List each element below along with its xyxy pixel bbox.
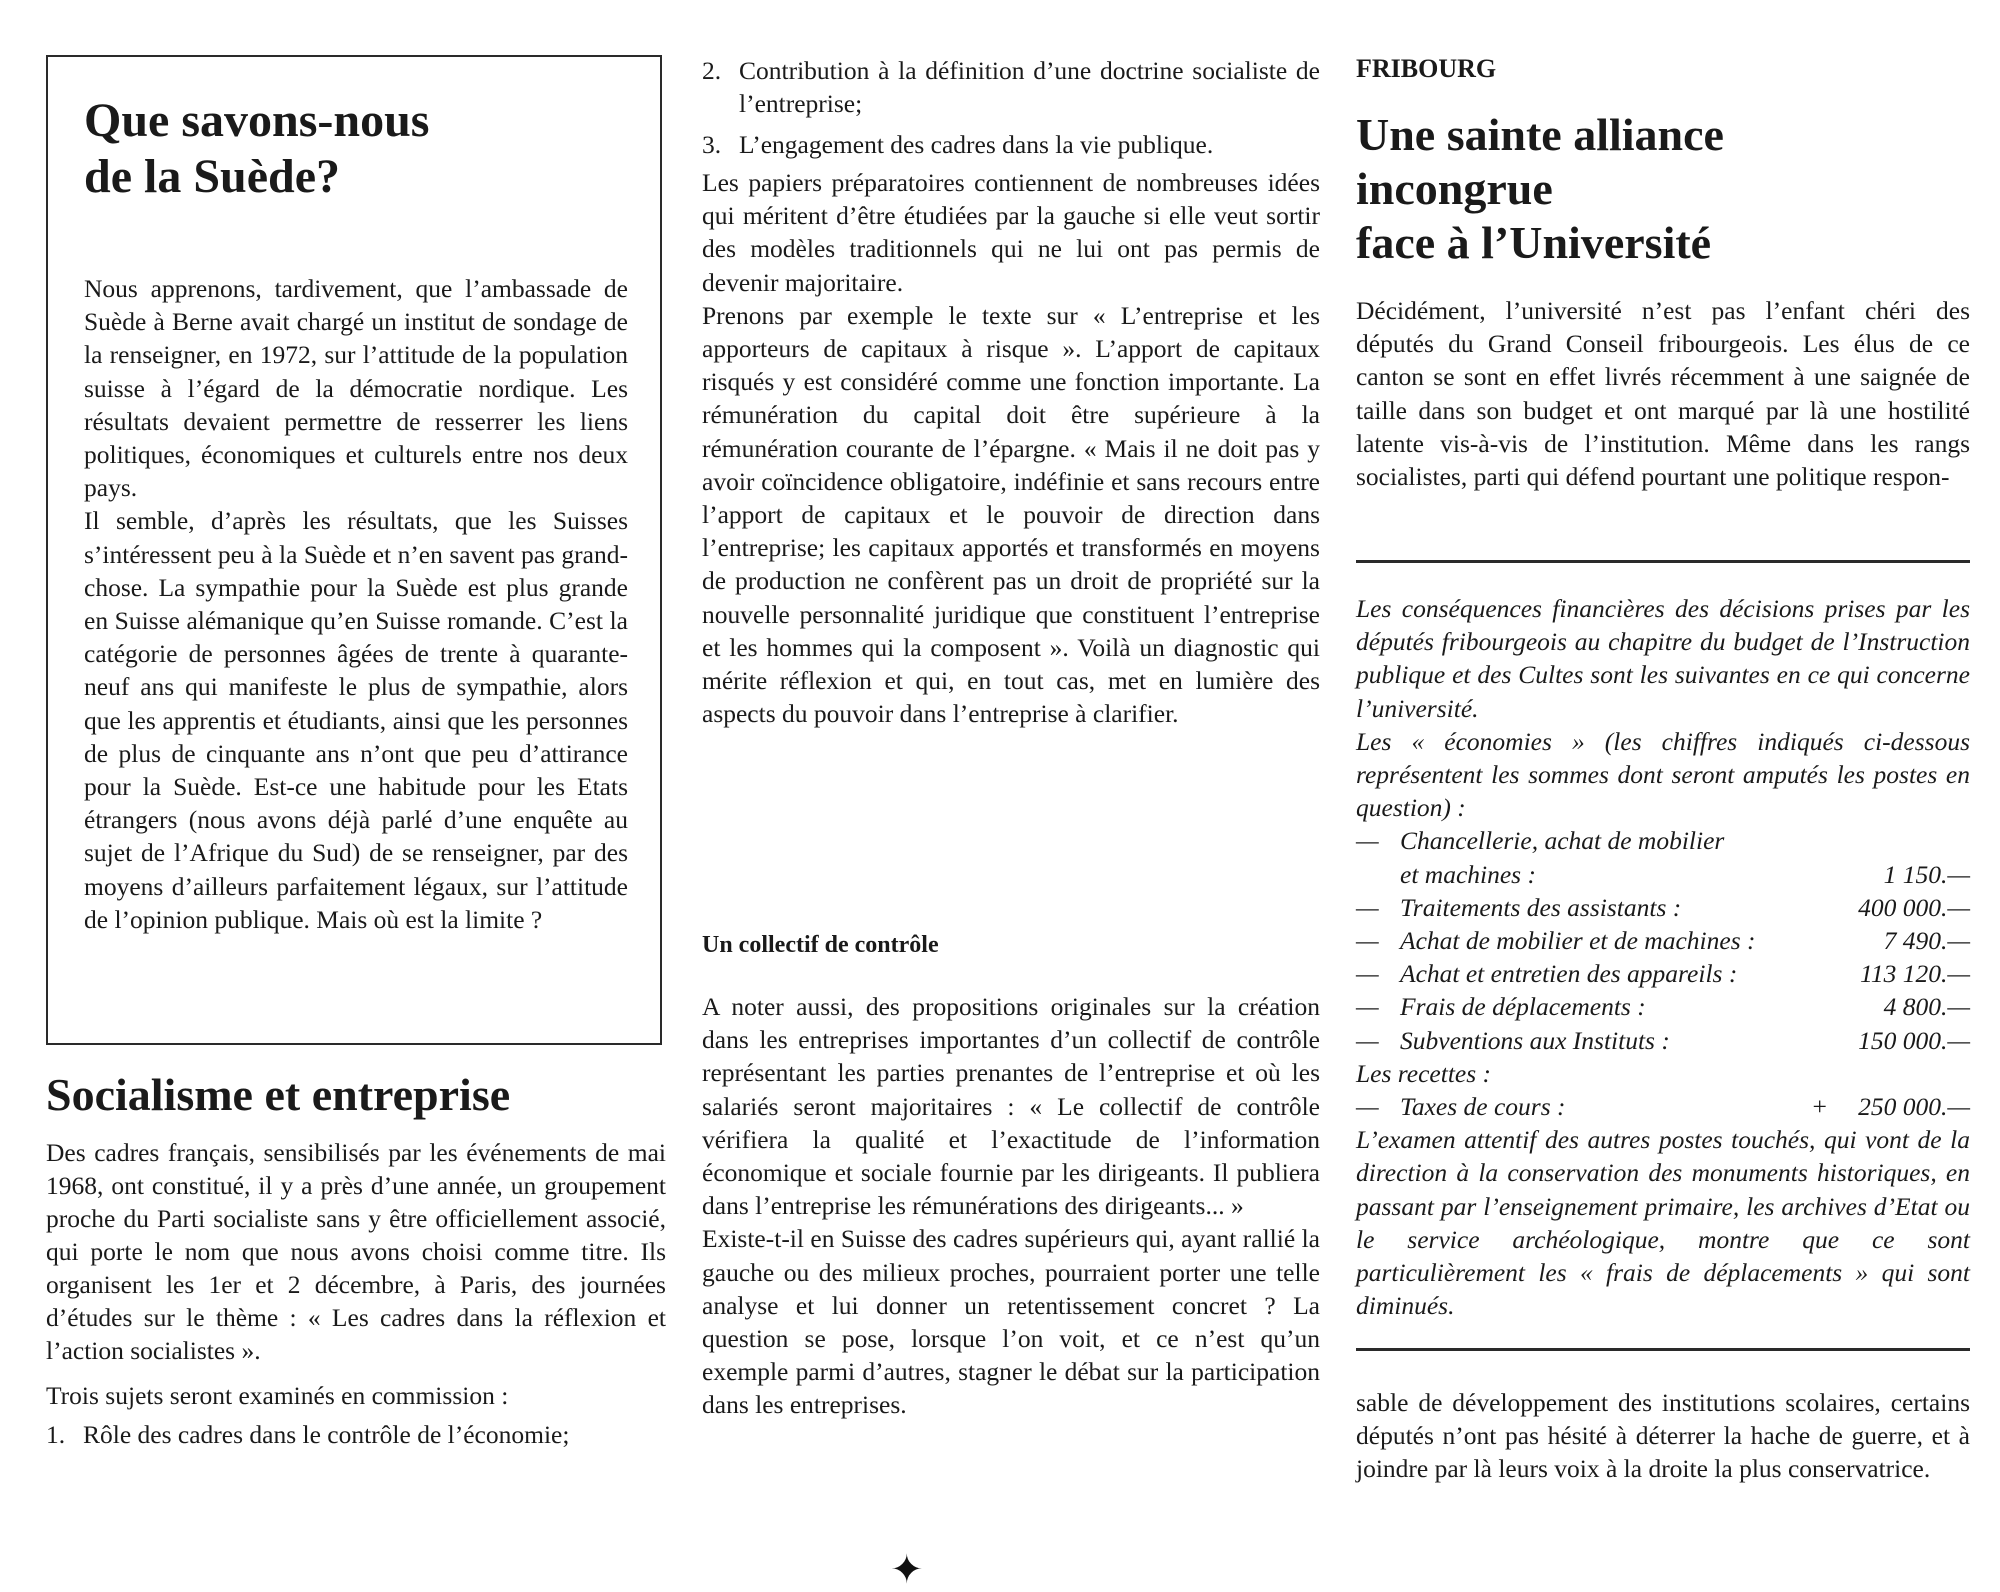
list-item-text: L’engagement des cadres dans la vie publique. [739, 130, 1214, 160]
budget-amount: 400 000.— [1858, 892, 1970, 922]
budget-list [1356, 824, 1970, 1056]
list-item-text: Contribution à la définition d’une doctrine socialiste de l’entreprise; [739, 56, 1320, 119]
list-item [702, 128, 1320, 161]
middle-paragraph-4: Existe-t-il en Suisse des cadres supérieurs qui, ayant rallié la gauche ou des milieux proches, pourraient porter une telle analyse et lui donner un retentissement concret ? La question se pose, lorsque l’on voit, et ce n’est qu’un exemple parmi d’autres, stagner le débat sur la participation dans les entreprises. [702, 1224, 1320, 1420]
budget-dash: — [1356, 826, 1379, 856]
fribourg-headline-line1: Une sainte alliance [1356, 109, 1724, 160]
kicker-label: FRIBOURG [1356, 54, 1497, 83]
middle-paragraph-3: A noter aussi, des propositions originales sur la création dans les entreprises importantes d’un collectif de contrôle représentant les parties prenantes de l’entreprise et où les salariés seront majoritaires : « Le collectif de contrôle vérifiera la qualité et l’exactitude de l’information économique et sociale fournie par les dirigeants. Il publiera dans l’entreprise les rémunérations des dirigeants... » [702, 992, 1320, 1221]
budget-row [1356, 858, 1970, 891]
list-item-number: 3. [702, 130, 722, 160]
socialisme-subjects-intro: Trois sujets seront examinés en commission : [46, 1381, 509, 1410]
budget-label: Subventions aux Instituts : [1400, 1025, 1670, 1055]
budget-dash: — [1356, 1025, 1379, 1055]
fribourg-headline-line2: incongrue [1356, 163, 1553, 214]
recette-sign: + [1810, 1092, 1829, 1122]
budget-label: et machines : [1400, 859, 1536, 889]
budget-amount: 1 150.— [1883, 859, 1970, 889]
divider-rule-bottom [1356, 1348, 1970, 1351]
budget-row [1356, 924, 1970, 957]
sweden-box [46, 55, 662, 1045]
budget-label: Achat de mobilier et de machines : [1400, 926, 1756, 956]
socialisme-headline: Socialisme et entreprise [46, 1069, 511, 1120]
ornament-icon: ✦ [890, 1547, 924, 1592]
middle-paragraph-2: Prenons par exemple le texte sur « L’entreprise et les apporteurs de capitaux à risque ». L’apport de capitaux risqués y est considéré comme une fonction importante. La rémunération du capital doit être supérieure à la rémunération courante de l’épargne. « Mais il ne doit pas y avoir coïncidence obligatoire, indéfinie et sans recours entre l’apport de capitaux et le pouvoir de direction dans l’entreprise; les capitaux apportés et transformés en moyens de production ne confèrent pas un droit de propriété sur la nouvelle personnalité juridique que constituent l’entreprise et les hommes qui la composent ». Voilà un diagnostic qui mérite réflexion et qui, en tout cas, met en lumière des aspects du pouvoir dans l’entreprise à clarifier. [702, 300, 1320, 729]
budget-closing: L’examen attentif des autres postes touchés, qui vont de la direction à la conservation des monuments historiques, en passant par l’enseignement primaire, les archives d’Etat ou le service archéologique, montre que ce sont particulièrement les « frais de déplacements » qui sont diminués. [1356, 1125, 1970, 1321]
budget-label: Frais de déplacements : [1400, 992, 1646, 1022]
sweden-headline-line2: de la Suède? [84, 150, 341, 203]
budget-economies-intro: Les « économies » (les chiffres indiqués ci-dessous représentent les sommes dont seront amputés les postes en question) : [1356, 726, 1970, 823]
collectif-subheading: Un collectif de contrôle [702, 932, 939, 958]
socialisme-paragraph-1: Des cadres français, sensibilisés par les événements de mai 1968, ont constitué, il y a près d’une année, un groupement proche du Parti socialiste sans y être officiellement associé, qui porte le nom que nous avons choisi comme titre. Ils organisent les 1er et 2 décembre, à Paris, des journées d’études sur le thème : « Les cadres dans la réflexion et l’action socialistes ». [46, 1138, 666, 1365]
collectif-body [702, 990, 1320, 1422]
middle-paragraph-1: Les papiers préparatoires contiennent de nombreuses idées qui méritent d’être étudiées par la gauche si elle veut sortir des modèles traditionnels qui ne lui ont pas permis de devenir majoritaire. [702, 168, 1320, 297]
recette-amount: 250 000.— [1858, 1092, 1970, 1122]
sweden-headline [84, 93, 429, 205]
subjects-list-continued [702, 54, 1320, 170]
fribourg-headline-line3: face à l’Université [1356, 217, 1712, 268]
subjects-list [46, 1418, 666, 1451]
budget-amount: 113 120.— [1859, 959, 1970, 989]
socialisme-body [46, 1136, 666, 1457]
budget-dash: — [1356, 926, 1379, 956]
budget-row [1356, 990, 1970, 1023]
list-item-text: Rôle des cadres dans le contrôle de l’économie; [83, 1420, 570, 1449]
list-item [46, 1418, 666, 1451]
fribourg-paragraph-2: sable de développement des institutions scolaires, certains députés n’ont pas hésité à déterrer la hache de guerre, et à joindre par là leurs voix à la droite la plus conservatrice. [1356, 1388, 1970, 1484]
budget-row [1356, 957, 1970, 990]
budget-amount: 7 490.— [1883, 926, 1970, 956]
list-item [702, 54, 1320, 120]
sweden-body [84, 272, 628, 936]
fribourg-headline [1356, 108, 1724, 270]
fribourg-continued-body [1356, 1386, 1970, 1486]
recettes-label: Les recettes : [1356, 1058, 1492, 1088]
budget-dash: — [1356, 959, 1379, 989]
budget-intro: Les conséquences financières des décisions prises par les députés fribourgeois au chapitre du budget de l’Instruction publique et des Cultes sont les suivantes en ce qui concerne l’université. [1356, 594, 1970, 723]
budget-dash: — [1356, 892, 1379, 922]
sweden-headline-line1: Que savons-nous [84, 94, 430, 147]
recette-label: Taxes de cours : [1400, 1092, 1566, 1122]
budget-label: Traitements des assistants : [1400, 892, 1682, 922]
list-item-number: 2. [702, 56, 722, 85]
sweden-paragraph-1: Nous apprenons, tardivement, que l’ambassade de Suède à Berne avait chargé un institut de sondage de la renseigner, en 1972, sur l’attitude de la population suisse à l’égard de la démocratie nordique. Les résultats devaient permettre de resserrer les liens politiques, économiques et culturels entre nos deux pays. [84, 274, 628, 503]
budget-row [1356, 824, 1970, 857]
fribourg-body [1356, 294, 1970, 493]
divider-rule-top [1356, 560, 1970, 563]
budget-dash: — [1356, 1092, 1379, 1122]
fribourg-paragraph-1: Décidément, l’université n’est pas l’enfant chéri des députés du Grand Conseil fribourgeois. Les élus de ce canton se sont en effet livrés récemment à une saignée de taille dans son budget et ont marqué par là une hostilité latente vis-à-vis de l’institution. Même dans les rangs socialistes, parti qui défend pourtant une politique respon- [1356, 296, 1970, 492]
socialisme-continued-body [702, 166, 1320, 730]
budget-amount: 150 000.— [1858, 1025, 1970, 1055]
budget-dash: — [1356, 992, 1379, 1022]
budget-row [1356, 891, 1970, 924]
budget-label: Achat et entretien des appareils : [1400, 959, 1738, 989]
recette-row [1356, 1090, 1970, 1123]
sweden-paragraph-2: Il semble, d’après les résultats, que les Suisses s’intéressent peu à la Suède et n’en savent pas grand-chose. La sympathie pour la Suède est plus grande en Suisse alémanique qu’en Suisse romande. C’est la catégorie de personnes âgées de trente à quarante-neuf ans qui manifeste le plus de sympathie, alors que les apprentis et étudiants, ainsi que les personnes de plus de cinquante ans n’ont que peu d’attirance pour la Suède. Est-ce une habitude pour les Etats étrangers (nous avons déjà parlé d’une enquête au sujet de l’Afrique du Sud) de se renseigner, par des moyens d’ailleurs parfaitement légaux, sur l’attitude de l’opinion publique. Mais où est la limite ? [84, 506, 628, 934]
budget-row [1356, 1024, 1970, 1057]
budget-label: Chancellerie, achat de mobilier [1400, 826, 1725, 856]
budget-amount: 4 800.— [1883, 992, 1970, 1022]
budget-sidebar [1356, 592, 1970, 1322]
list-item-number: 1. [46, 1420, 66, 1449]
